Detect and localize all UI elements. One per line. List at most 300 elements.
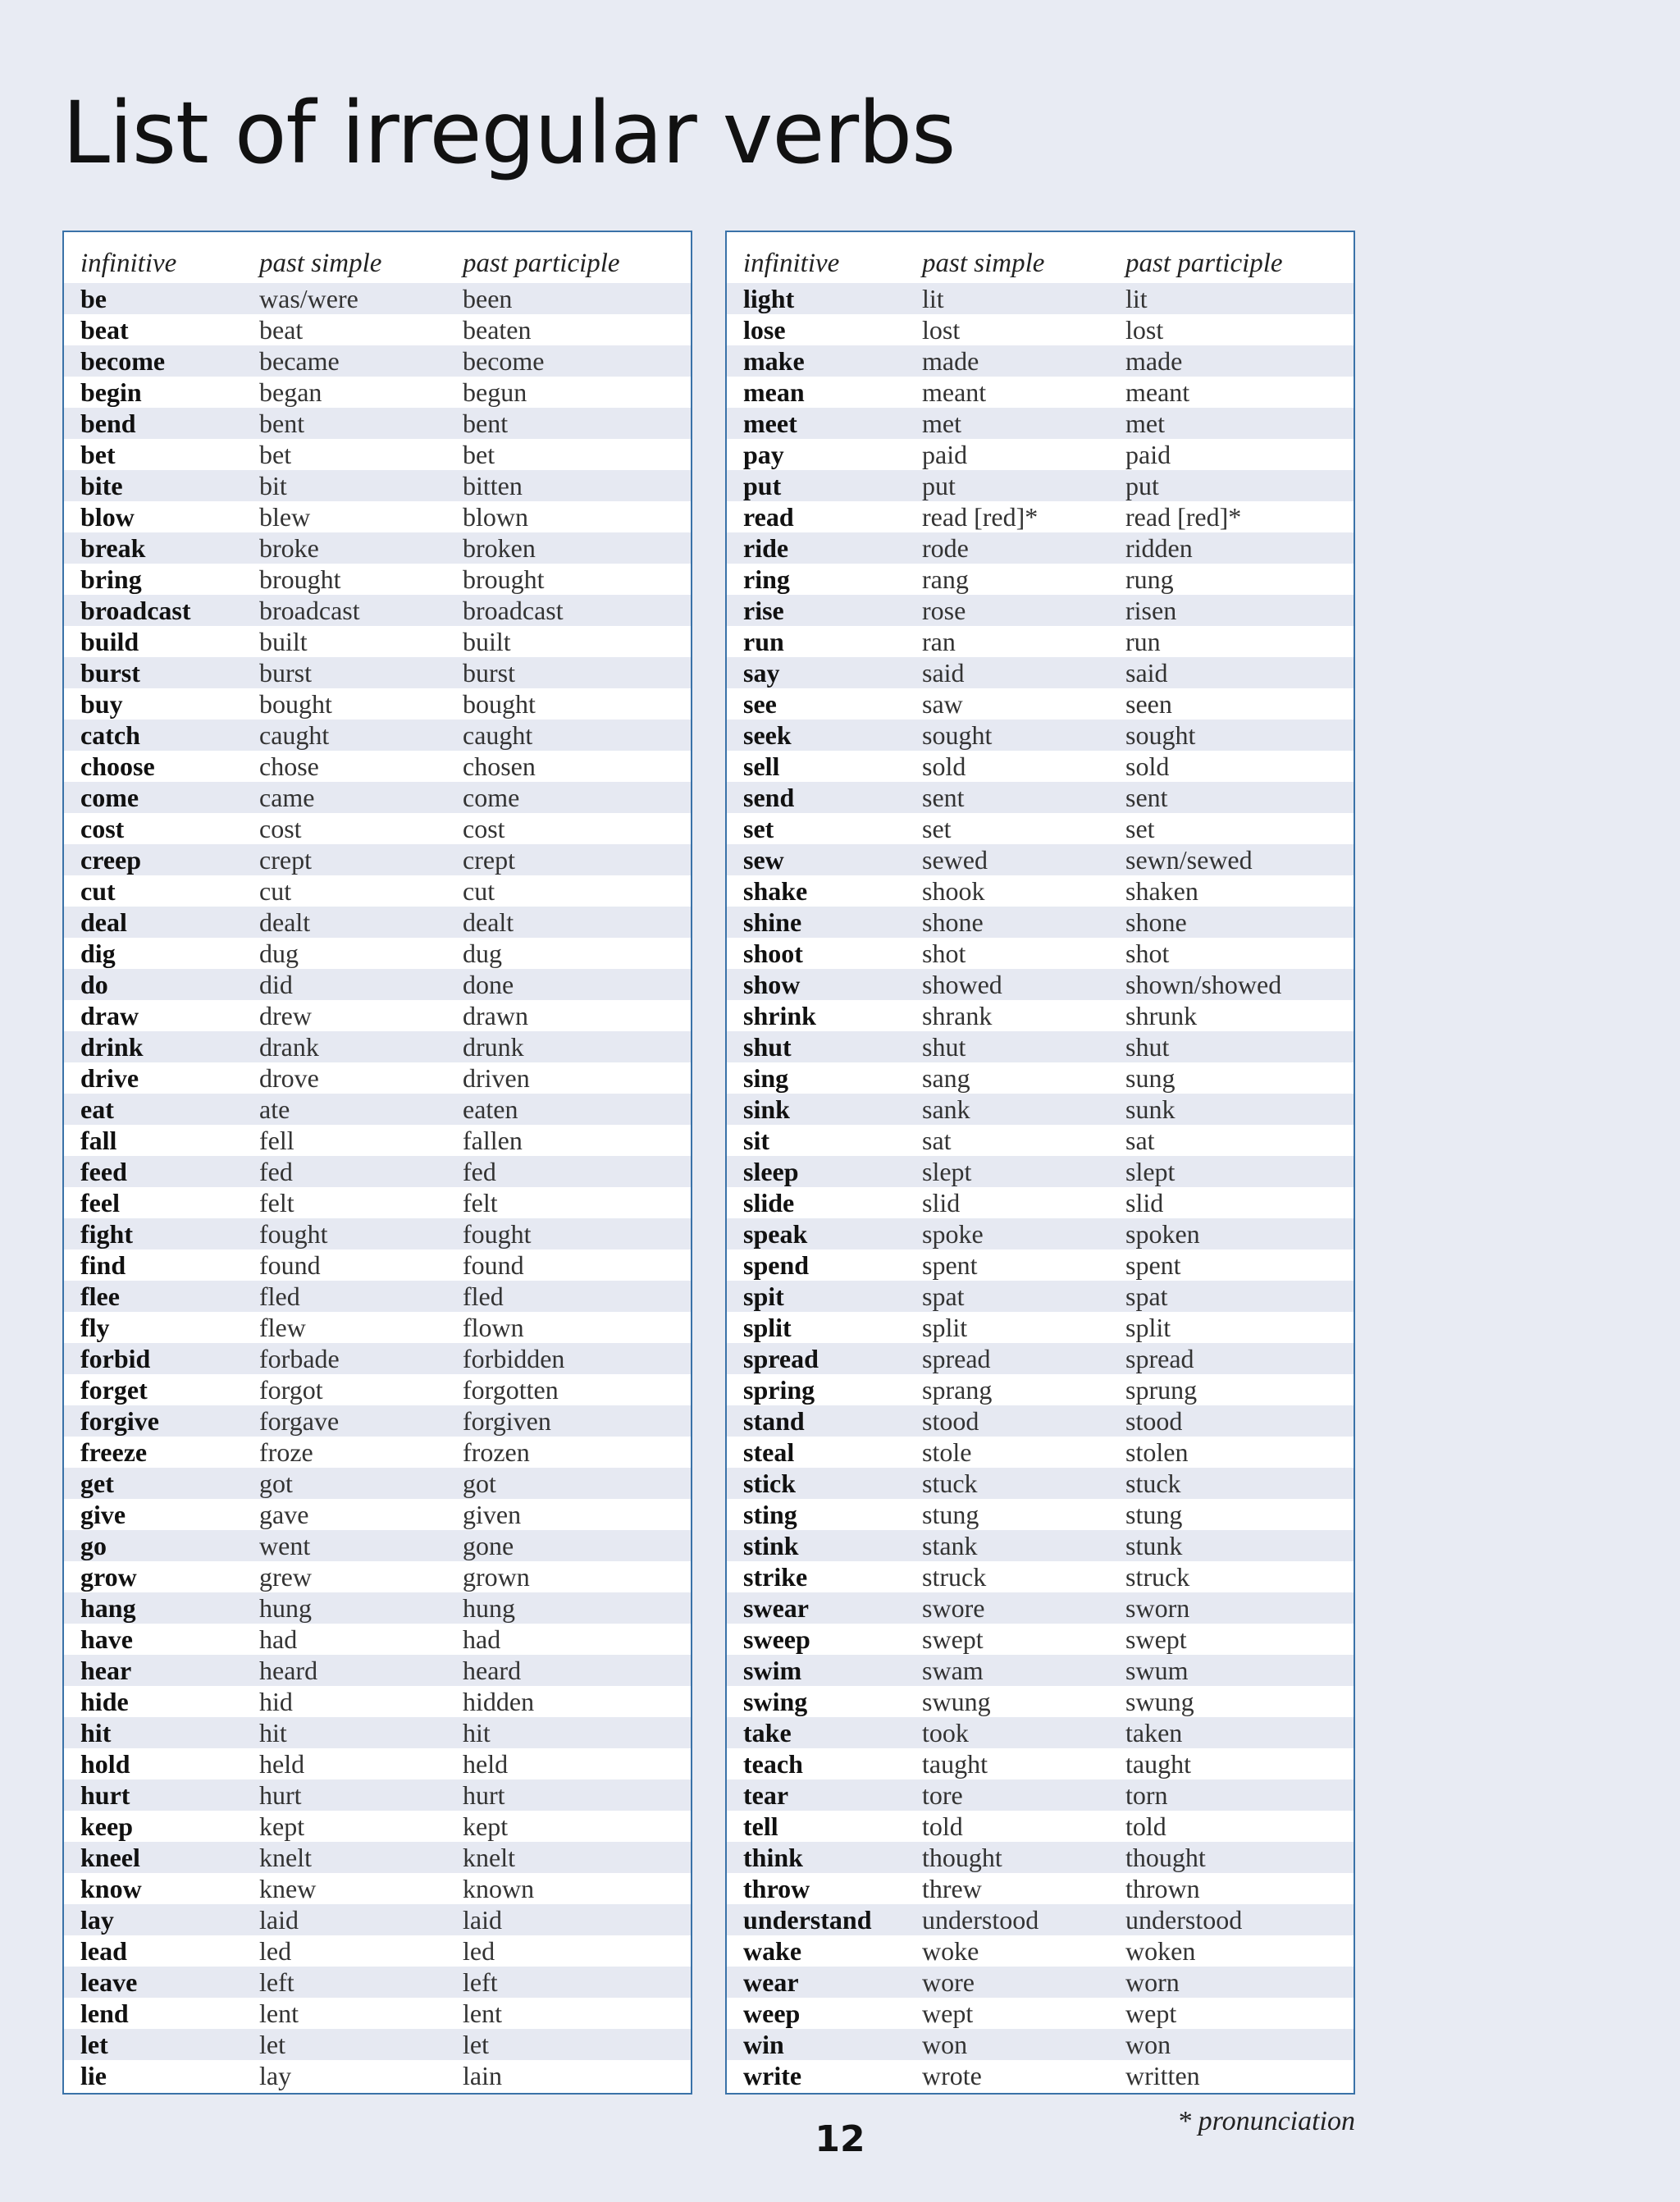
table-row	[64, 938, 691, 969]
table-row	[727, 470, 1354, 501]
table-row	[727, 1873, 1354, 1904]
table-row	[727, 782, 1354, 813]
verb-infinitive: steal	[743, 1437, 795, 1467]
table-row	[64, 1062, 691, 1094]
verb-infinitive: fly	[80, 1312, 110, 1342]
verb-past-participle: brought	[463, 564, 545, 594]
verb-infinitive: dig	[80, 938, 116, 968]
verb-past-simple: got	[259, 1468, 293, 1498]
verb-past-simple: dealt	[259, 907, 311, 937]
verb-past-participle: held	[463, 1748, 509, 1779]
verb-past-simple: laid	[259, 1904, 299, 1935]
table-row	[727, 314, 1354, 345]
verb-past-simple: rose	[922, 595, 966, 625]
verb-rows-right	[727, 283, 1354, 2091]
verb-infinitive: feel	[80, 1187, 120, 1217]
verb-infinitive: lie	[80, 2060, 107, 2090]
verb-past-simple: sent	[922, 782, 965, 812]
table-row	[64, 813, 691, 844]
verb-infinitive: mean	[743, 377, 805, 407]
verb-past-participle: forgiven	[463, 1405, 551, 1436]
verb-infinitive: strike	[743, 1561, 808, 1592]
table-row	[727, 1000, 1354, 1031]
table-row	[64, 1592, 691, 1624]
verb-past-participle: fallen	[463, 1125, 523, 1155]
verb-past-simple: ate	[259, 1094, 290, 1124]
table-row	[64, 782, 691, 813]
verb-past-participle: drunk	[463, 1031, 524, 1062]
table-row	[727, 1031, 1354, 1062]
verb-infinitive: ride	[743, 532, 789, 563]
verb-rows-left	[64, 283, 691, 2091]
verb-past-participle: bet	[463, 439, 495, 469]
verb-past-participle: sunk	[1125, 1094, 1176, 1124]
verb-past-simple: met	[922, 408, 961, 438]
table-row	[64, 751, 691, 782]
table-row	[727, 564, 1354, 595]
table-row	[727, 1343, 1354, 1374]
table-row	[64, 1125, 691, 1156]
verb-past-simple: was/were	[259, 283, 358, 313]
verb-past-participle: sprung	[1125, 1374, 1198, 1405]
table-row	[64, 657, 691, 688]
verb-past-participle: swept	[1125, 1624, 1187, 1654]
verb-past-simple: sang	[922, 1062, 970, 1093]
verb-past-simple: hid	[259, 1686, 293, 1716]
verb-past-participle: spread	[1125, 1343, 1194, 1373]
table-row	[64, 1000, 691, 1031]
verb-past-participle: lain	[463, 2060, 502, 2090]
verb-infinitive: keep	[80, 1811, 133, 1841]
verb-past-simple: cut	[259, 875, 292, 906]
table-row	[64, 1312, 691, 1343]
verb-past-participle: begun	[463, 377, 527, 407]
verb-past-participle: cut	[463, 875, 495, 906]
verb-past-simple: froze	[259, 1437, 313, 1467]
verb-infinitive: become	[80, 345, 166, 376]
verb-past-participle: spat	[1125, 1281, 1168, 1311]
table-row	[64, 1156, 691, 1187]
table-row	[64, 1686, 691, 1717]
verb-past-participle: bitten	[463, 470, 523, 500]
header-infinitive: infinitive	[80, 248, 177, 278]
verb-infinitive: meet	[743, 408, 797, 438]
verb-past-simple: went	[259, 1530, 311, 1560]
table-row	[64, 1967, 691, 1998]
table-row	[727, 1561, 1354, 1592]
verb-infinitive: fight	[80, 1218, 133, 1249]
verb-past-simple: rang	[922, 564, 969, 594]
verb-past-simple: made	[922, 345, 979, 376]
verb-infinitive: bite	[80, 470, 123, 500]
verb-past-simple: threw	[922, 1873, 982, 1903]
verb-past-simple: sprang	[922, 1374, 993, 1405]
verb-past-participle: frozen	[463, 1437, 530, 1467]
verb-infinitive: lay	[80, 1904, 114, 1935]
table-row	[727, 1592, 1354, 1624]
verb-infinitive: sink	[743, 1094, 790, 1124]
table-row	[727, 969, 1354, 1000]
verb-infinitive: shoot	[743, 938, 803, 968]
verb-past-participle: thrown	[1125, 1873, 1200, 1903]
verb-infinitive: spread	[743, 1343, 819, 1373]
verb-past-participle: chosen	[463, 751, 536, 781]
table-row	[64, 1187, 691, 1218]
table-row	[64, 1405, 691, 1437]
verb-past-simple: rode	[922, 532, 969, 563]
table-row	[727, 907, 1354, 938]
verb-past-participle: lit	[1125, 283, 1148, 313]
verb-infinitive: know	[80, 1873, 142, 1903]
verb-past-participle: taken	[1125, 1717, 1183, 1747]
table-header	[727, 244, 1354, 283]
verb-infinitive: bend	[80, 408, 136, 438]
verb-infinitive: build	[80, 626, 139, 656]
table-row	[727, 1062, 1354, 1094]
verb-past-participle: known	[463, 1873, 535, 1903]
verb-infinitive: fall	[80, 1125, 117, 1155]
verb-past-participle: had	[463, 1624, 501, 1654]
verb-past-participle: stung	[1125, 1499, 1183, 1529]
verb-past-simple: taught	[922, 1748, 988, 1779]
verb-past-simple: stood	[922, 1405, 979, 1436]
verb-infinitive: split	[743, 1312, 792, 1342]
verb-past-participle: made	[1125, 345, 1183, 376]
table-row	[64, 1374, 691, 1405]
table-row	[64, 1998, 691, 2029]
header-past-simple: past simple	[922, 248, 1045, 278]
verb-past-simple: broadcast	[259, 595, 360, 625]
verb-past-participle: fought	[463, 1218, 532, 1249]
table-row	[727, 938, 1354, 969]
table-row	[727, 1935, 1354, 1967]
verb-past-simple: found	[259, 1249, 321, 1280]
verb-past-simple: swore	[922, 1592, 985, 1623]
table-row	[64, 875, 691, 907]
verb-past-participle: blown	[463, 501, 528, 532]
verb-infinitive: swim	[743, 1655, 802, 1685]
table-row	[64, 1811, 691, 1842]
verb-past-participle: taught	[1125, 1748, 1191, 1779]
table-row	[64, 1935, 691, 1967]
verb-past-participle: bent	[463, 408, 509, 438]
verb-past-participle: put	[1125, 470, 1159, 500]
verb-infinitive: spit	[743, 1281, 784, 1311]
verb-past-simple: sought	[922, 720, 993, 750]
table-row	[64, 1249, 691, 1281]
header-past-simple: past simple	[259, 248, 382, 278]
verb-past-participle: kept	[463, 1811, 509, 1841]
verb-infinitive: take	[743, 1717, 792, 1747]
verb-past-participle: won	[1125, 2029, 1171, 2059]
verb-infinitive: write	[743, 2060, 802, 2090]
verb-past-simple: kept	[259, 1811, 305, 1841]
table-row	[727, 1281, 1354, 1312]
table-row	[64, 1655, 691, 1686]
verb-past-participle: spoken	[1125, 1218, 1200, 1249]
table-row	[64, 688, 691, 720]
verb-past-participle: been	[463, 283, 513, 313]
verb-infinitive: come	[80, 782, 139, 812]
table-row	[64, 408, 691, 439]
verb-infinitive: win	[743, 2029, 784, 2059]
verb-past-participle: knelt	[463, 1842, 515, 1872]
verb-past-participle: split	[1125, 1312, 1171, 1342]
verb-past-simple: wept	[922, 1998, 974, 2028]
verb-infinitive: give	[80, 1499, 126, 1529]
verb-infinitive: lead	[80, 1935, 127, 1966]
verb-infinitive: say	[743, 657, 780, 688]
verb-past-simple: hurt	[259, 1779, 302, 1810]
verb-past-simple: forgave	[259, 1405, 340, 1436]
table-row	[64, 1873, 691, 1904]
table-row	[727, 1156, 1354, 1187]
table-row	[64, 1904, 691, 1935]
verb-infinitive: draw	[80, 1000, 139, 1030]
verb-past-simple: sat	[922, 1125, 952, 1155]
verb-infinitive: drive	[80, 1062, 139, 1093]
verb-past-simple: flew	[259, 1312, 306, 1342]
verb-past-simple: won	[922, 2029, 968, 2059]
verb-past-participle: stood	[1125, 1405, 1183, 1436]
verb-infinitive: read	[743, 501, 794, 532]
table-header	[64, 244, 691, 283]
verb-past-simple: slid	[922, 1187, 961, 1217]
verb-infinitive: run	[743, 626, 784, 656]
verb-past-simple: bought	[259, 688, 332, 719]
verb-past-simple: spoke	[922, 1218, 984, 1249]
verb-infinitive: shine	[743, 907, 802, 937]
table-row	[64, 720, 691, 751]
table-row	[727, 626, 1354, 657]
verb-past-participle: risen	[1125, 595, 1177, 625]
verb-past-simple: became	[259, 345, 340, 376]
table-row	[727, 1218, 1354, 1249]
verb-past-simple: shook	[922, 875, 985, 906]
verb-past-simple: brought	[259, 564, 341, 594]
verb-infinitive: understand	[743, 1904, 872, 1935]
verb-past-participle: hurt	[463, 1779, 505, 1810]
verb-past-participle: shut	[1125, 1031, 1170, 1062]
verb-infinitive: grow	[80, 1561, 137, 1592]
table-row	[727, 1530, 1354, 1561]
table-row	[64, 1218, 691, 1249]
verb-past-simple: bet	[259, 439, 292, 469]
verb-past-simple: meant	[922, 377, 987, 407]
verb-past-participle: paid	[1125, 439, 1171, 469]
verb-past-participle: beaten	[463, 314, 532, 345]
table-row	[727, 2029, 1354, 2060]
verb-past-participle: done	[463, 969, 514, 999]
table-row	[727, 844, 1354, 875]
table-row	[727, 283, 1354, 314]
verb-past-simple: sewed	[922, 844, 988, 875]
verb-infinitive: be	[80, 283, 107, 313]
verb-past-participle: broadcast	[463, 595, 564, 625]
verb-table-right	[725, 231, 1355, 2095]
verb-past-simple: drew	[259, 1000, 312, 1030]
verb-past-simple: knelt	[259, 1842, 312, 1872]
verb-past-simple: lost	[922, 314, 961, 345]
verb-infinitive: cut	[80, 875, 116, 906]
verb-past-simple: shut	[922, 1031, 966, 1062]
table-row	[727, 1904, 1354, 1935]
verb-past-simple: left	[259, 1967, 294, 1997]
verb-past-participle: sold	[1125, 751, 1170, 781]
table-row	[64, 1094, 691, 1125]
verb-infinitive: weep	[743, 1998, 801, 2028]
table-row	[727, 1249, 1354, 1281]
table-row	[727, 1125, 1354, 1156]
verb-infinitive: seek	[743, 720, 792, 750]
verb-past-simple: shone	[922, 907, 984, 937]
verb-infinitive: begin	[80, 377, 142, 407]
table-row	[727, 813, 1354, 844]
table-row	[64, 439, 691, 470]
footnote: * pronunciation	[1177, 2106, 1355, 2136]
verb-past-simple: shrank	[922, 1000, 993, 1030]
verb-past-participle: built	[463, 626, 511, 656]
table-row	[727, 688, 1354, 720]
verb-past-simple: drank	[259, 1031, 319, 1062]
verb-infinitive: swing	[743, 1686, 808, 1716]
verb-past-participle: shrunk	[1125, 1000, 1198, 1030]
verb-infinitive: stick	[743, 1468, 796, 1498]
verb-infinitive: buy	[80, 688, 123, 719]
verb-past-participle: dealt	[463, 907, 514, 937]
verb-past-participle: cost	[463, 813, 505, 843]
verb-past-participle: struck	[1125, 1561, 1190, 1592]
verb-past-simple: forbade	[259, 1343, 340, 1373]
verb-infinitive: make	[743, 345, 805, 376]
verb-infinitive: hurt	[80, 1779, 130, 1810]
verb-past-simple: said	[922, 657, 965, 688]
table-row	[727, 1437, 1354, 1468]
verb-past-participle: felt	[463, 1187, 498, 1217]
verb-infinitive: forget	[80, 1374, 148, 1405]
verb-past-participle: worn	[1125, 1967, 1180, 1997]
verb-past-simple: beat	[259, 314, 304, 345]
verb-past-participle: forgotten	[463, 1374, 559, 1405]
verb-past-simple: spread	[922, 1343, 991, 1373]
table-row	[727, 1499, 1354, 1530]
verb-infinitive: cost	[80, 813, 125, 843]
verb-past-simple: wrote	[922, 2060, 982, 2090]
verb-past-simple: knew	[259, 1873, 317, 1903]
table-row	[727, 1374, 1354, 1405]
verb-past-participle: stunk	[1125, 1530, 1183, 1560]
verb-past-simple: drove	[259, 1062, 319, 1093]
verb-past-simple: fell	[259, 1125, 294, 1155]
verb-past-simple: had	[259, 1624, 298, 1654]
verb-infinitive: shrink	[743, 1000, 816, 1030]
table-row	[64, 626, 691, 657]
table-row	[727, 408, 1354, 439]
verb-infinitive: lend	[80, 1998, 129, 2028]
verb-past-participle: said	[1125, 657, 1168, 688]
verb-past-participle: driven	[463, 1062, 530, 1093]
table-row	[727, 377, 1354, 408]
header-past-participle: past participle	[463, 248, 620, 278]
verb-past-participle: run	[1125, 626, 1161, 656]
verb-past-participle: written	[1125, 2060, 1200, 2090]
verb-past-simple: dug	[259, 938, 299, 968]
verb-infinitive: lose	[743, 314, 786, 345]
verb-infinitive: sing	[743, 1062, 789, 1093]
verb-infinitive: have	[80, 1624, 133, 1654]
verb-past-participle: fled	[463, 1281, 504, 1311]
verb-past-participle: torn	[1125, 1779, 1168, 1810]
verb-past-simple: stung	[922, 1499, 979, 1529]
verb-infinitive: forgive	[80, 1405, 159, 1436]
verb-infinitive: kneel	[80, 1842, 140, 1872]
verb-infinitive: beat	[80, 314, 129, 345]
table-row	[64, 2029, 691, 2060]
table-row	[727, 1811, 1354, 1842]
table-row	[64, 501, 691, 532]
verb-past-participle: found	[463, 1249, 524, 1280]
verb-past-participle: shone	[1125, 907, 1187, 937]
table-row	[727, 1655, 1354, 1686]
table-row	[64, 1468, 691, 1499]
verb-past-participle: come	[463, 782, 520, 812]
verb-infinitive: hold	[80, 1748, 130, 1779]
table-row	[727, 720, 1354, 751]
table-row	[64, 1561, 691, 1592]
verb-past-simple: sold	[922, 751, 966, 781]
verb-past-participle: fed	[463, 1156, 496, 1186]
header-infinitive: infinitive	[743, 248, 840, 278]
table-row	[727, 1405, 1354, 1437]
verb-past-simple: set	[922, 813, 952, 843]
verb-past-simple: heard	[259, 1655, 318, 1685]
table-row	[64, 377, 691, 408]
verb-past-simple: blew	[259, 501, 311, 532]
verb-past-participle: swum	[1125, 1655, 1189, 1685]
verb-infinitive: hit	[80, 1717, 112, 1747]
verb-past-participle: hung	[463, 1592, 515, 1623]
verb-past-participle: ridden	[1125, 532, 1193, 563]
verb-past-simple: crept	[259, 844, 312, 875]
verb-past-participle: stuck	[1125, 1468, 1181, 1498]
table-row	[727, 875, 1354, 907]
table-row	[727, 657, 1354, 688]
page-title: List of irregular verbs	[62, 83, 956, 183]
verb-past-participle: caught	[463, 720, 533, 750]
verb-past-participle: eaten	[463, 1094, 518, 1124]
verb-infinitive: freeze	[80, 1437, 148, 1467]
verb-past-simple: hung	[259, 1592, 312, 1623]
verb-past-simple: stank	[922, 1530, 978, 1560]
verb-infinitive: stink	[743, 1530, 799, 1560]
verb-past-simple: paid	[922, 439, 968, 469]
verb-past-participle: crept	[463, 844, 515, 875]
verb-past-participle: meant	[1125, 377, 1190, 407]
verb-infinitive: hide	[80, 1686, 129, 1716]
table-row	[64, 1717, 691, 1748]
verb-past-simple: swept	[922, 1624, 984, 1654]
table-row	[64, 844, 691, 875]
verb-past-simple: woke	[922, 1935, 979, 1966]
table-row	[727, 532, 1354, 564]
verb-past-simple: slept	[922, 1156, 972, 1186]
table-row	[64, 564, 691, 595]
verb-past-participle: got	[463, 1468, 496, 1498]
verb-infinitive: shut	[743, 1031, 792, 1062]
verb-past-participle: seen	[1125, 688, 1172, 719]
verb-past-participle: laid	[463, 1904, 502, 1935]
verb-past-simple: told	[922, 1811, 963, 1841]
